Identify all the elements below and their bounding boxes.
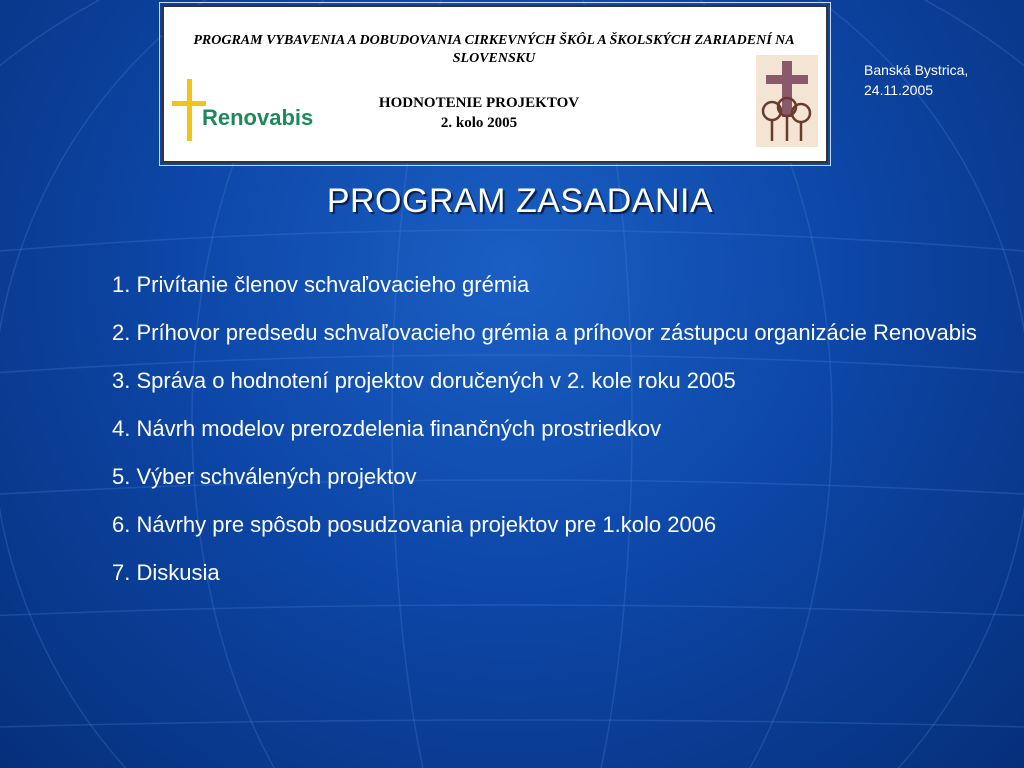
agenda-list bbox=[112, 270, 992, 606]
renovabis-logo bbox=[172, 79, 322, 141]
page-title: PROGRAM ZASADANIA bbox=[326, 182, 714, 220]
agenda-item: 4. Návrh modelov prerozdelenia finančných prostriedkov bbox=[112, 416, 662, 441]
date-place: Banská Bystrica, bbox=[864, 62, 969, 78]
date-day: 24.11.2005 bbox=[864, 82, 934, 98]
banner-subtitle bbox=[314, 93, 644, 133]
agenda-item: 6. Návrhy pre spôsob posudzovania projektov pre 1.kolo 2006 bbox=[112, 512, 717, 537]
agenda-item: 1. Privítanie členov schvaľovacieho grémia bbox=[112, 272, 530, 297]
header-banner bbox=[162, 5, 828, 163]
agenda-item: 3. Správa o hodnotení projektov doručených v 2. kole roku 2005 bbox=[112, 368, 736, 393]
church-school-emblem-icon bbox=[756, 55, 818, 147]
agenda-item: 2. Príhovor predsedu schvaľovacieho grémia a príhovor zástupcu organizácie Renovabis bbox=[112, 320, 977, 345]
banner-subtitle-line1: HODNOTENIE PROJEKTOV bbox=[378, 95, 580, 111]
renovabis-logo-text: Renovabis bbox=[202, 105, 314, 130]
agenda-item: 7. Diskusia bbox=[112, 560, 220, 585]
banner-title: PROGRAM VYBAVENIA A DOBUDOVANIA CIRKEVNÝCH ŠKÔL A ŠKOLSKÝCH ZARIADENÍ NA SLOVENSKU bbox=[193, 33, 795, 66]
agenda-item: 5. Výber schválených projektov bbox=[112, 464, 417, 489]
date-location bbox=[864, 60, 1014, 100]
banner-subtitle-line2: 2. kolo 2005 bbox=[440, 115, 518, 131]
